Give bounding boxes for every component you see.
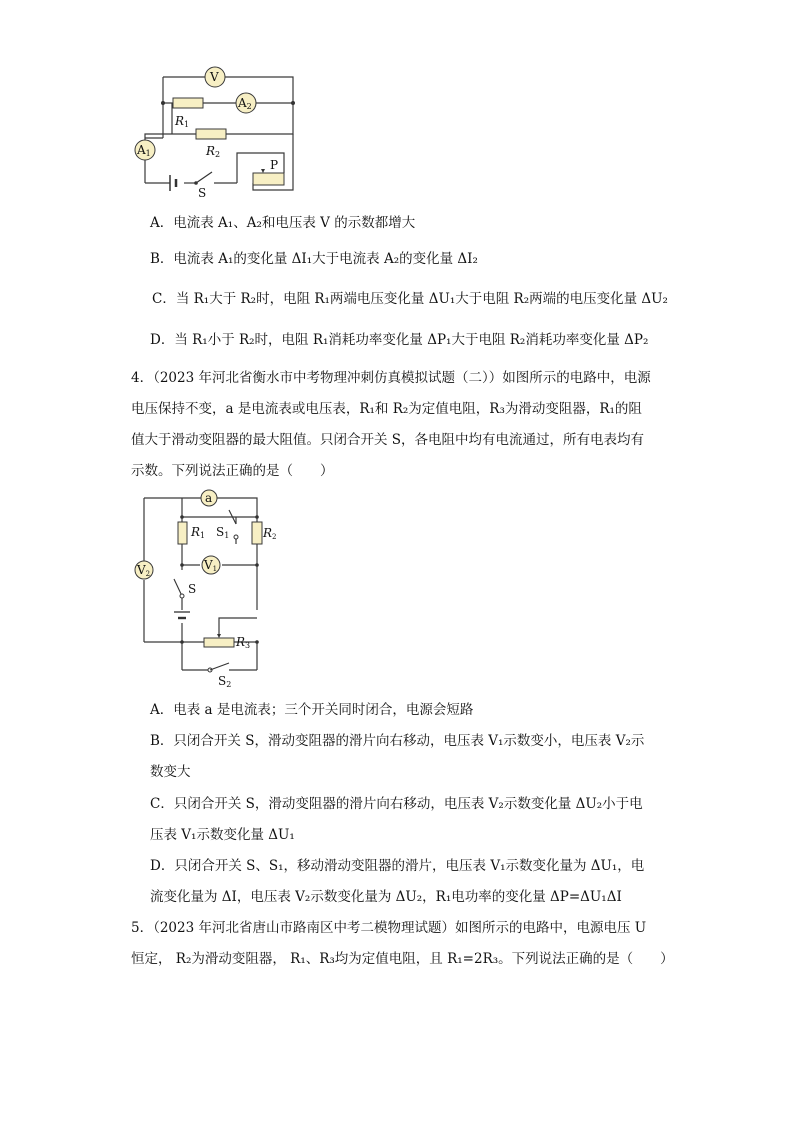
- switch-s1-icon: [216, 510, 238, 540]
- svg-text:R2: R2: [206, 144, 221, 159]
- q5-stem-line-2: 恒定， R₂为滑动变阻器， R₁、R₃均为定值电阻，且 R₁=2R₃。下列说法正确的是（ ）: [131, 951, 674, 967]
- svg-text:S: S: [198, 186, 207, 200]
- q3-option-a: A．电流表 A₁、A₂和电压表 V 的示数都增大: [150, 215, 416, 231]
- svg-text:R3: R3: [236, 635, 251, 650]
- svg-text:A1: A1: [137, 143, 151, 158]
- resistor-r2-icon: [252, 522, 277, 544]
- resistor-r1-icon: [173, 98, 203, 129]
- q4-option-d-line-1: D．只闭合开关 S、S₁，移动滑动变阻器的滑片，电压表 V₁示数变化量为 ΔU₁，电: [150, 858, 645, 874]
- resistor-r2-icon: [196, 129, 226, 159]
- svg-text:V: V: [210, 70, 219, 84]
- svg-text:V1: V1: [204, 558, 218, 573]
- voltmeter-v2-icon: [135, 561, 153, 579]
- switch-s-icon: [174, 579, 196, 598]
- meter-a-icon: [201, 490, 217, 506]
- svg-text:A2: A2: [238, 96, 252, 111]
- resistor-r1-icon: [178, 522, 205, 544]
- battery-icon: [170, 175, 184, 191]
- q3-circuit-diagram: [130, 62, 300, 200]
- q4-option-b-line-2: 数变大: [150, 764, 191, 780]
- voltmeter-v-icon: [205, 67, 225, 87]
- svg-text:a: a: [205, 491, 213, 505]
- q4-option-a: A．电表 a 是电流表；三个开关同时闭合，电源会短路: [150, 702, 474, 718]
- q5-stem-line-1: 5．（2023 年河北省唐山市路南区中考二模物理试题）如图所示的电路中，电源电压 U: [131, 920, 647, 936]
- svg-text:S1: S1: [216, 525, 230, 540]
- ammeter-a1-icon: [135, 140, 155, 160]
- q4-option-d-line-2: 流变化量为 ΔI，电压表 V₂示数变化量为 ΔU₂，R₁电功率的变化量 ΔP=ΔU₁ΔI: [150, 889, 622, 905]
- svg-text:R1: R1: [175, 114, 190, 129]
- switch-s-icon: [194, 172, 212, 200]
- ammeter-a2-icon: [236, 93, 256, 113]
- q4-stem-line-2: 电压保持不变，a 是电流表或电压表，R₁和 R₂为定值电阻，R₃为滑动变阻器，R₁的阻: [131, 401, 642, 417]
- q4-option-c-line-2: 压表 V₁示数变化量 ΔU₁: [150, 827, 295, 843]
- q4-stem-line-1: 4．（2023 年河北省衡水市中考物理冲刺仿真模拟试题（二））如图所示的电路中，电源: [131, 370, 651, 386]
- q3-option-c: C．当 R₁大于 R₂时，电阻 R₁两端电压变化量 ΔU₁大于电阻 R₂两端的电压变化量 ΔU₂: [152, 291, 668, 307]
- q4-stem-line-3: 值大于滑动变阻器的最大阻值。只闭合开关 S，各电阻中均有电流通过，所有电表均有: [131, 432, 645, 448]
- svg-text:R1: R1: [191, 525, 206, 540]
- q4-option-c-line-1: C．只闭合开关 S，滑动变阻器的滑片向右移动，电压表 V₂示数变化量 ΔU₂小于电: [150, 796, 643, 812]
- q3-option-d: D．当 R₁小于 R₂时，电阻 R₁消耗功率变化量 ΔP₁大于电阻 R₂消耗功率变化量 ΔP₂: [150, 332, 649, 348]
- q4-stem-line-4: 示数。下列说法正确的是（ ）: [131, 463, 334, 479]
- rheostat-p-icon: [253, 158, 284, 185]
- q4-circuit-diagram: [130, 488, 277, 689]
- rheostat-r3-icon: [204, 634, 250, 650]
- switch-s2-icon: [208, 663, 231, 689]
- svg-text:S: S: [188, 582, 197, 596]
- q4-option-b-line-1: B．只闭合开关 S，滑动变阻器的滑片向右移动，电压表 V₁示数变小，电压表 V₂示: [150, 733, 645, 749]
- battery-icon: [174, 612, 190, 618]
- svg-text:S2: S2: [218, 674, 232, 689]
- svg-text:P: P: [270, 158, 279, 172]
- svg-text:R2: R2: [263, 526, 277, 541]
- q3-option-b: B．电流表 A₁的变化量 ΔI₁大于电流表 A₂的变化量 ΔI₂: [150, 251, 478, 267]
- voltmeter-v1-icon: [202, 556, 220, 574]
- svg-text:V2: V2: [137, 563, 151, 578]
